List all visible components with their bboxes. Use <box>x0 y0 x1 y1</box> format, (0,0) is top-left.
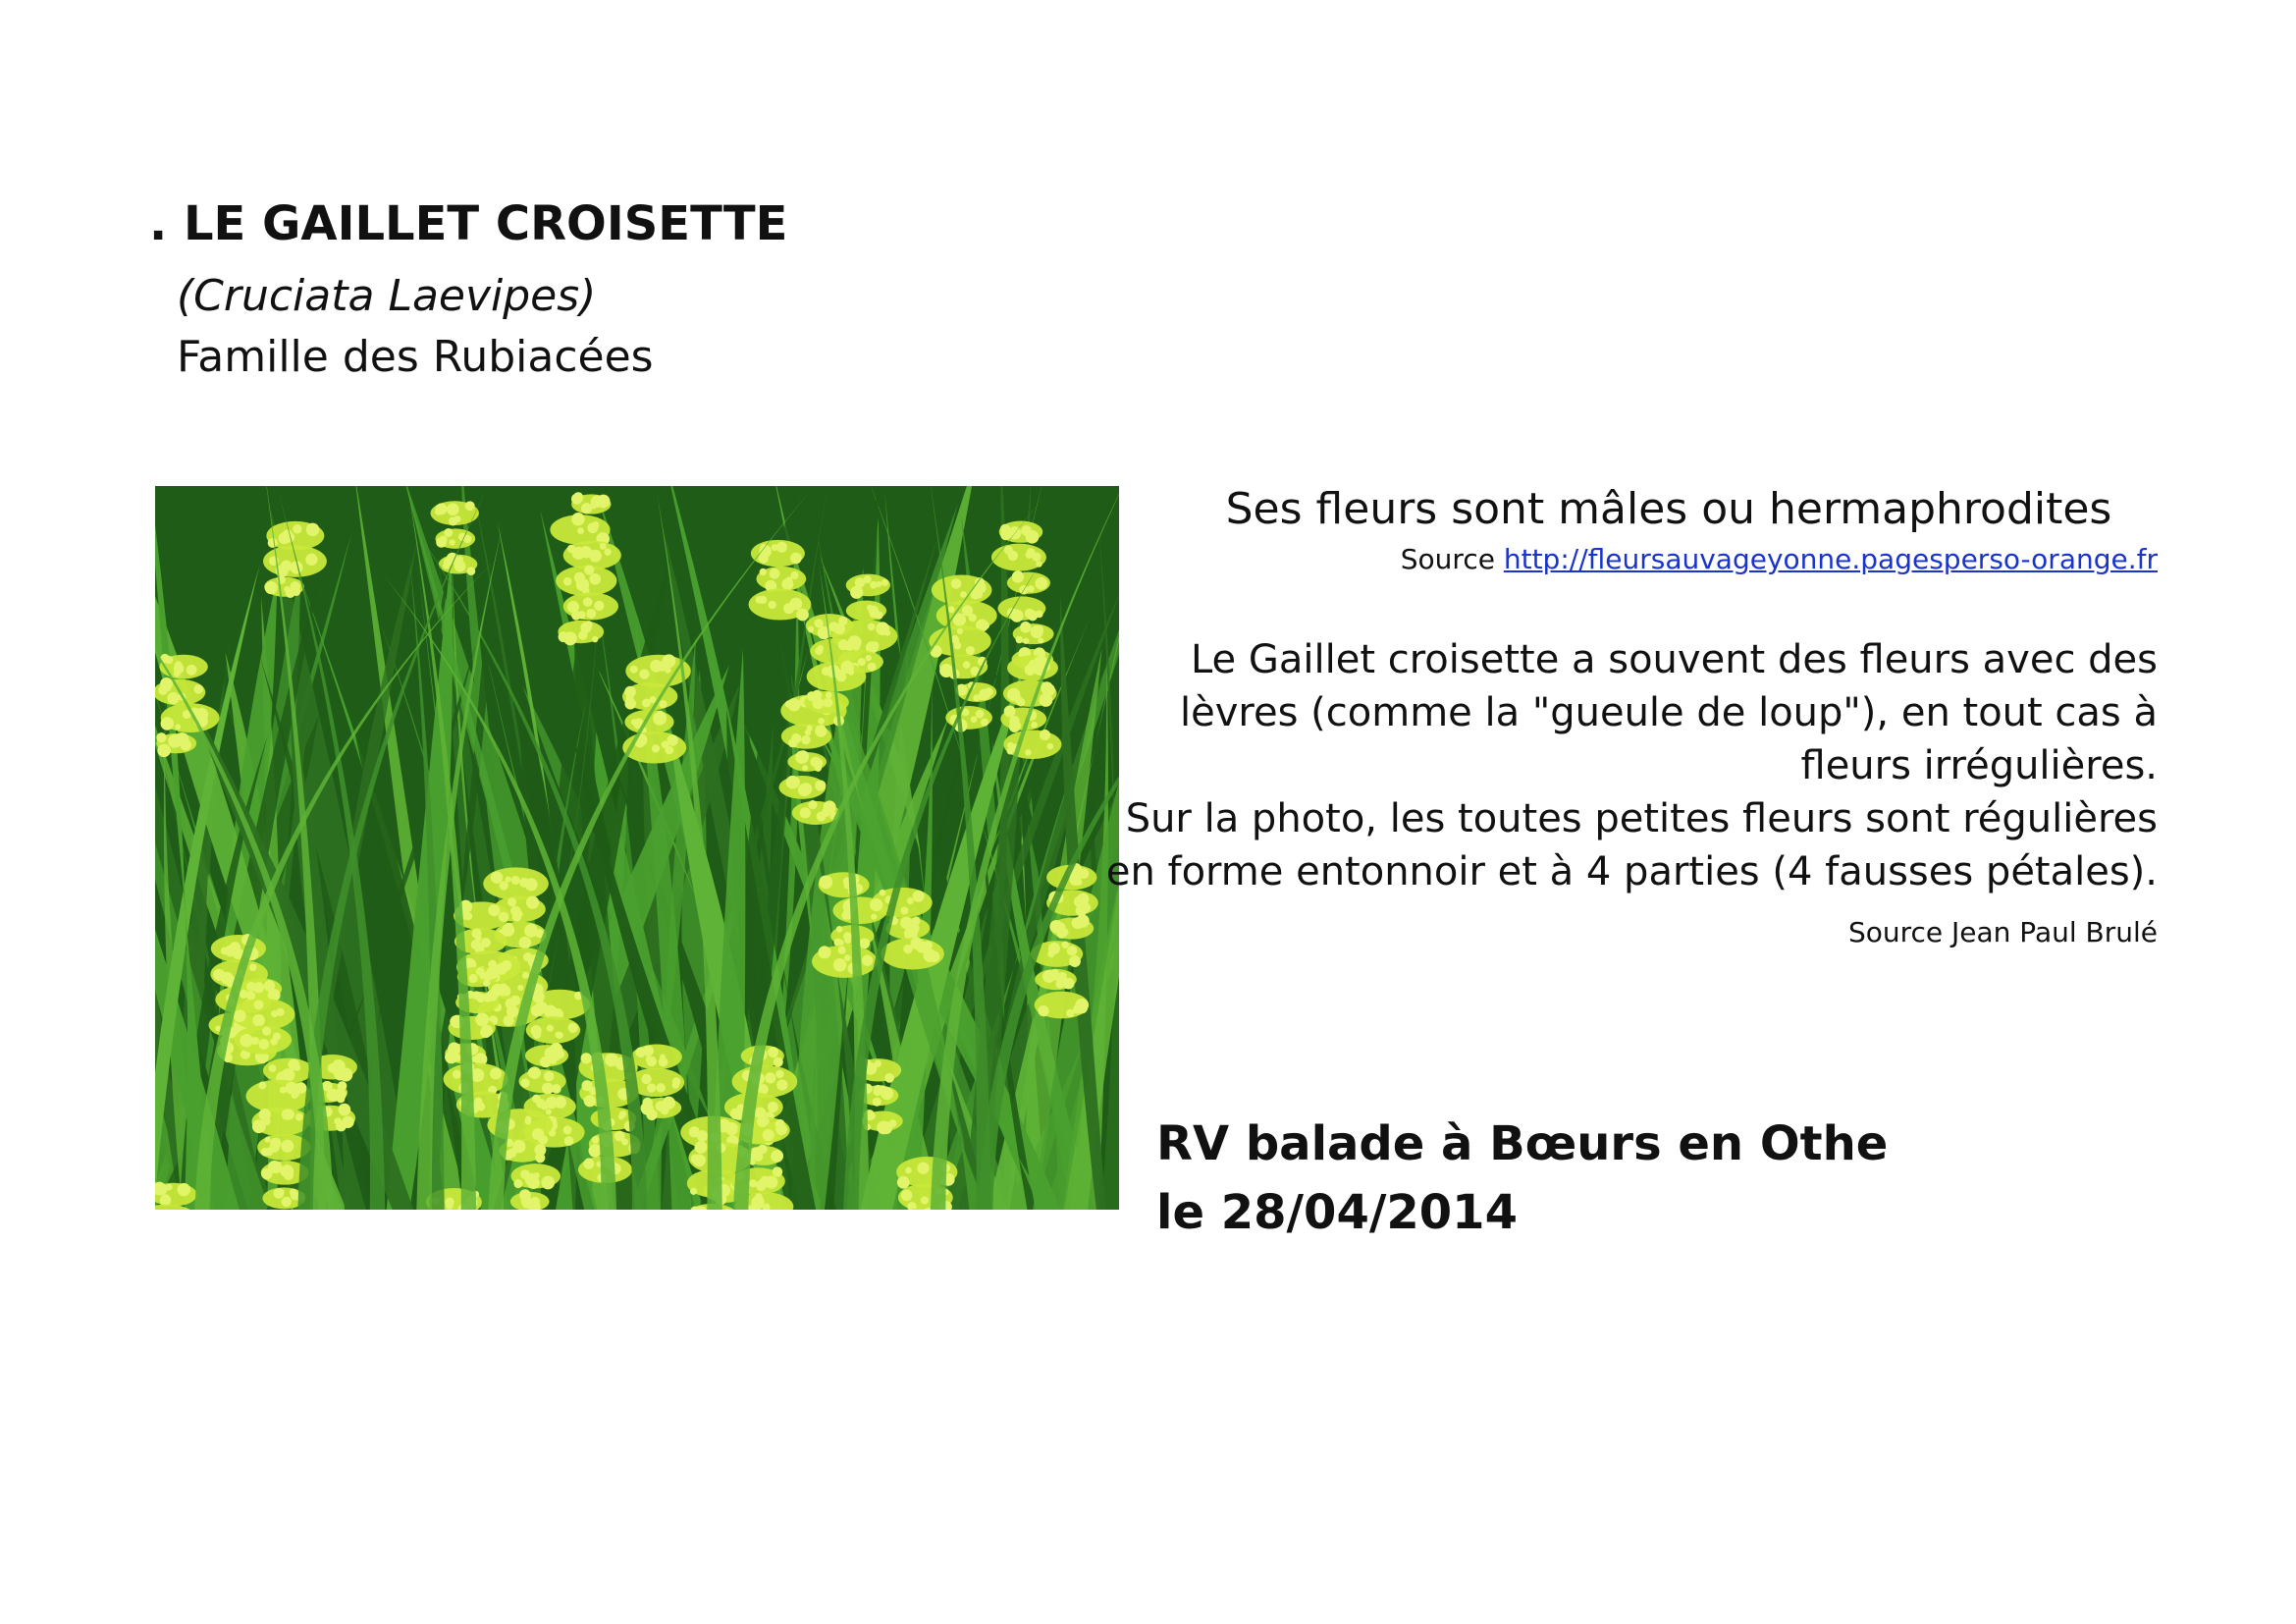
event-line-1: RV balade à Bœurs en Othe <box>1156 1116 1889 1171</box>
plant-photo <box>155 486 1119 1210</box>
source-link-line <box>1401 543 2158 575</box>
paragraph-line: Sur la photo, les toutes petites fleurs sont régulières <box>1125 796 2158 841</box>
event-announcement <box>1156 1110 1888 1247</box>
latin-name: (Cruciata Laevipes) <box>177 271 597 321</box>
description-paragraph <box>1106 633 2158 898</box>
family-name: Famille des Rubiacées <box>177 332 654 382</box>
paragraph-line: Le Gaillet croisette a souvent des fleurs avec des <box>1190 637 2158 682</box>
source-prefix: Source <box>1400 543 1504 575</box>
paragraph-line: en forme entonnoir et à 4 parties (4 fausses pétales). <box>1105 849 2158 894</box>
page-title: . LE GAILLET CROISETTE <box>149 196 788 251</box>
paragraph-line: lèvres (comme la "gueule de loup"), en tout cas à <box>1180 690 2158 735</box>
flowers-heading: Ses fleurs sont mâles ou hermaphrodites <box>1225 484 2112 534</box>
plant-photo-drawing <box>155 486 1119 1210</box>
paragraph-line: fleurs irrégulières. <box>1800 743 2158 788</box>
source-link[interactable]: http://fleursauvageyonne.pagesperso-orange.fr <box>1503 543 2158 575</box>
source-author: Source Jean Paul Brulé <box>1847 916 2158 948</box>
event-line-2: le 28/04/2014 <box>1156 1185 1518 1240</box>
